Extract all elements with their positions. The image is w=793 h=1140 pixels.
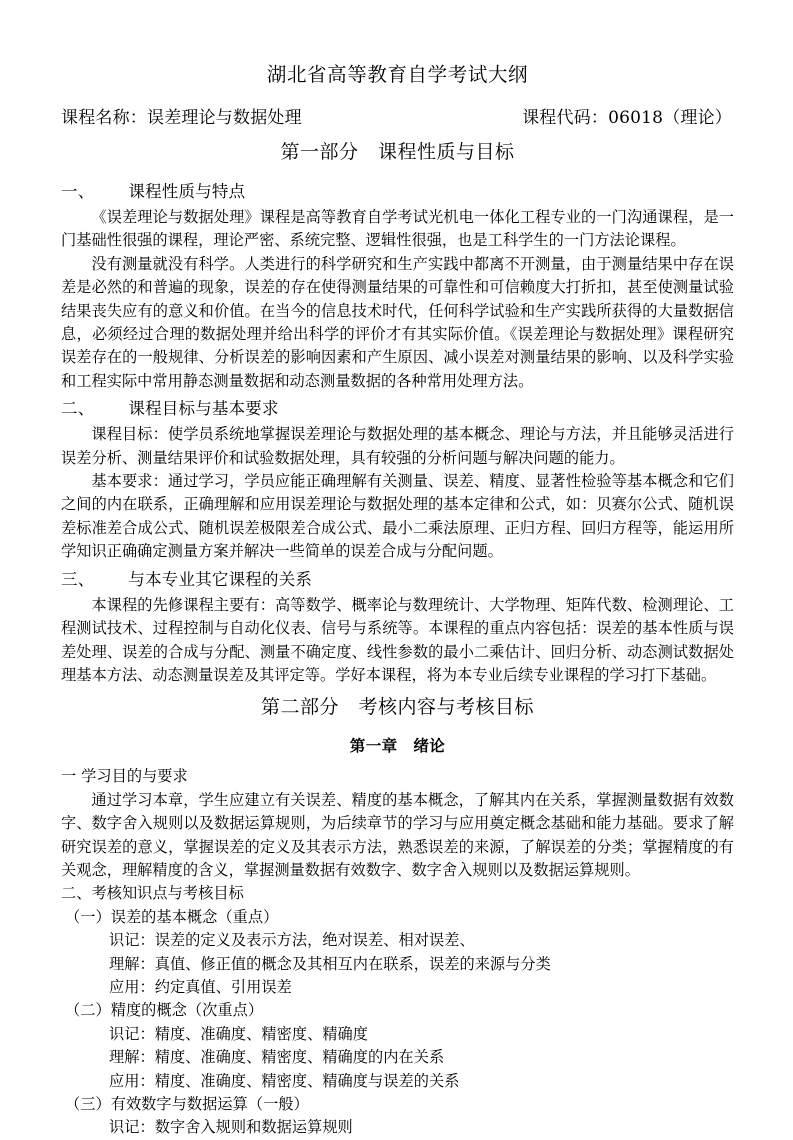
section-number-2: 二、 — [61, 399, 95, 419]
page-title: 湖北省高等教育自学考试大纲 — [266, 63, 529, 86]
paragraph: 通过学习本章，学生应建立有关误差、精度的基本概念，了解其内在关系，掌握测量数据有效数字、数字舍入规则以及数据运算规则，为后续章节的学习与应用奠定概念基础和能力基础。要求了解研究误差的意义，掌握误差的定义及其表示方法，熟悉误差的来源，了解误差的分类；掌握精度的有关观念，理解精度的含义，掌握测量数据有效数字、数字舍入规则以及数据运算规则。 — [61, 790, 734, 879]
knowledge-group-title: （一）误差的基本概念（重点） — [65, 907, 279, 926]
knowledge-item: 应用：精度、准确度、精密度、精确度与误差的关系 — [109, 1071, 460, 1090]
knowledge-item: 识记：数字舍入规则和数据运算规则 — [109, 1118, 353, 1137]
section-title-2: 课程目标与基本要求 — [128, 399, 279, 419]
section-title-3: 与本专业其它课程的关系 — [128, 569, 313, 589]
knowledge-item: 识记：误差的定义及表示方法，绝对误差、相对误差、 — [109, 931, 475, 950]
paragraph: 没有测量就没有科学。人类进行的科学研究和生产实践中都离不开测量，由于测量结果中存在误差是必然的和普遍的现象，误差的存在使得测量结果的可靠性和可信赖度大打折扣，甚至使测量试验结果丧失应有的意义和价值。在当今的信息技术时代，任何科学试验和生产实践所获得的大量数据信息，必须经过合理的数据处理并给出科学的评价才有其实际价值。《误差理论与数据处理》课程研究误差存在的一般规律、分析误差的影响因素和产生原因、减小误差对测量结果的影响、以及科学实验和工程实际中常用静态测量数据和动态测量数据的各种常用处理方法。 — [61, 254, 734, 390]
chapter-heading: 第一章 绪论 — [349, 736, 446, 756]
knowledge-item: 应用：约定真值、引用误差 — [109, 977, 292, 996]
section-title-1: 课程性质与特点 — [128, 182, 246, 201]
paragraph: 《误差理论与数据处理》课程是高等教育自学考试光机电一体化工程专业的一门沟通课程，是一门基础性很强的课程，理论严密、系统完整、逻辑性很强，也是工科学生的一门方法论课程。 — [61, 208, 734, 250]
knowledge-group-title: （二）精度的概念（次重点） — [65, 1001, 264, 1020]
chapter-section-two-heading: 二、考核知识点与考核目标 — [61, 884, 244, 903]
paragraph: 课程目标：使学员系统地掌握误差理论与数据处理的基本概念、理论与方法，并且能够灵活进行误差分析、测量结果评价和试验数据处理，具有较强的分析问题与解决问题的能力。 — [61, 425, 734, 467]
knowledge-item: 理解：精度、准确度、精密度、精确度的内在关系 — [109, 1048, 445, 1067]
section-heading-2 — [61, 395, 734, 422]
section-heading-3 — [61, 566, 734, 593]
section-number-3: 三、 — [61, 569, 95, 589]
part-two-heading: 第二部分 考核内容与考核目标 — [260, 696, 534, 719]
knowledge-item: 识记：精度、准确度、精密度、精确度 — [109, 1024, 369, 1043]
part-one-heading: 第一部分 课程性质与目标 — [280, 141, 515, 163]
paragraph: 本课程的先修课程主要有：高等数学、概率论与数理统计、大学物理、矩阵代数、检测理论、工程测试技术、过程控制与自动化仪表、信号与系统等。本课程的重点内容包括：误差的基本性质与误差处理、误差的合成与分配、测量不确定度、线性参数的最小二乘估计、回归分析、动态测试数据处理基本方法、动态测量误差及其评定等。学好本课程，将为本专业后续专业课程的学习打下基础。 — [61, 595, 734, 684]
knowledge-item: 理解：真值、修正值的概念及其相互内在联系，误差的来源与分类 — [109, 954, 551, 973]
course-meta-line — [61, 104, 734, 132]
paragraph: 基本要求：通过学习，学员应能正确理解有关测量、误差、精度、显著性检验等基本概念和它们之间的内在联系，正确理解和应用误差理论与数据处理的基本定律和公式，如：贝赛尔公式、随机误差标准差合成公式、随机误差极限差合成公式、最小二乘法原理、正归方程、回归方程等，能运用所学知识正确确定测量方案并解决一些简单的误差合成与分配问题。 — [61, 472, 734, 561]
knowledge-group-title: （三）有效数字与数据运算（一般） — [65, 1095, 309, 1113]
page-content — [61, 60, 734, 1140]
section-number-1: 一、 — [61, 182, 95, 201]
course-name: 课程名称：误差理论与数据处理 — [61, 108, 302, 128]
chapter-section-one-heading: 一 学习目的与要求 — [61, 767, 188, 786]
section-heading-1 — [61, 178, 734, 205]
course-code: 课程代码：06018（理论） — [522, 108, 732, 128]
